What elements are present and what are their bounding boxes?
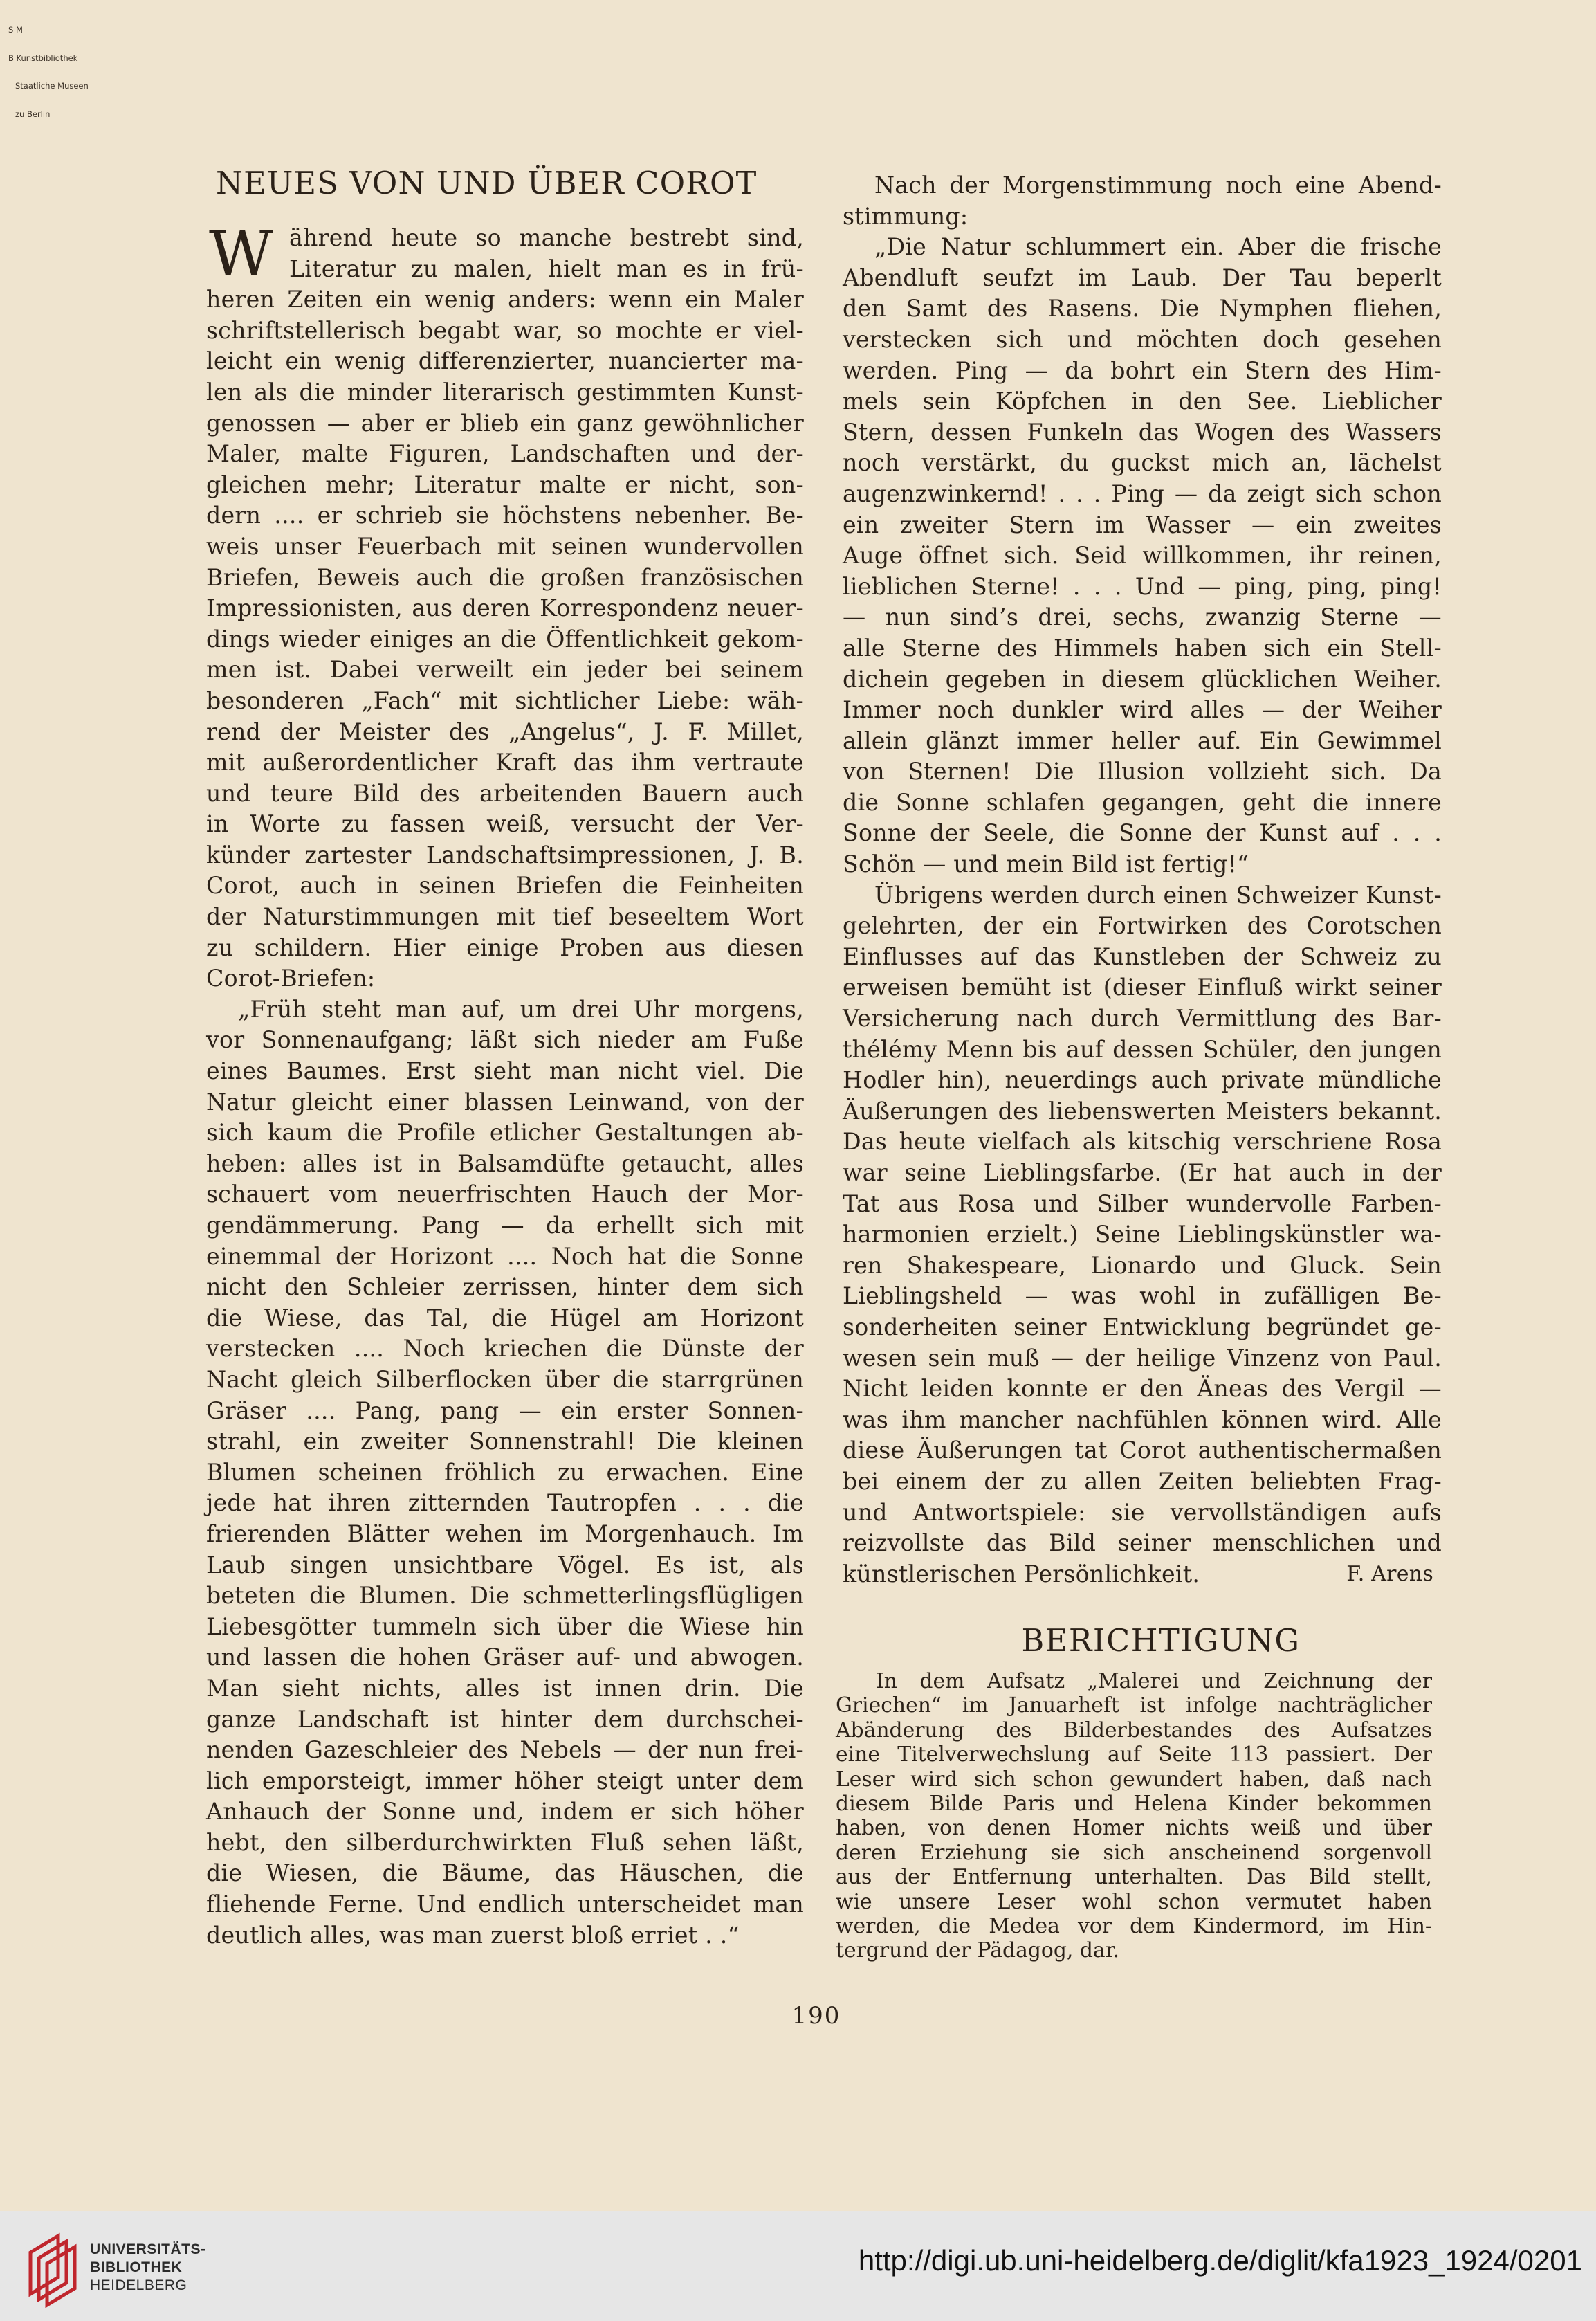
text-line: eines Baumes. Erst sieht man nicht viel. Die — [206, 1057, 804, 1085]
text-line: genossen — aber er blieb ein ganz gewöhnlicher — [206, 409, 804, 437]
text-line: weis unser Feuerbach mit seinen wundervollen — [206, 532, 804, 560]
text-line: Laub singen unsichtbare Vögel. Es ist, als — [206, 1551, 804, 1578]
text-line: lieblichen Sterne! . . . Und — ping, ping, ping! — [843, 572, 1442, 600]
text-line: Lieblingsheld — was wohl in zufälligen Be- — [843, 1282, 1442, 1310]
text-line: die Wiese, das Tal, die Hügel am Horizont — [206, 1304, 804, 1331]
text-line: rend der Meister des „Angelus“, J. F. Millet, — [206, 718, 804, 745]
text-line: in Worte zu fassen weiß, versucht der Ver- — [206, 810, 804, 838]
text-line: Schön — und mein Bild ist fertig!“ — [843, 850, 1249, 878]
text-line: dichein gegeben in diesem glücklichen Weiher. — [843, 665, 1442, 693]
text-line: verstecken sich und möchten doch gesehen — [843, 325, 1442, 353]
institution-line: BIBLIOTHEK — [90, 2259, 183, 2275]
correction-title: BERICHTIGUNG — [1021, 1623, 1301, 1659]
text-line: Leser wird sich schon gewundert haben, daß nach — [836, 1767, 1432, 1792]
text-line: In dem Aufsatz „Malerei und Zeichnung der — [876, 1669, 1432, 1693]
text-line: Sonne der Seele, die Sonne der Kunst auf . . . — [843, 819, 1442, 847]
text-line: mit außerordentlicher Kraft das ihm vertraute — [206, 749, 804, 776]
text-line: Tat aus Rosa und Silber wundervolle Farben- — [843, 1190, 1442, 1217]
text-line: hebt, den silberdurchwirkten Fluß sehen läßt, — [206, 1828, 804, 1856]
text-line: Stern, dessen Funkeln das Wogen des Wassers — [843, 418, 1442, 446]
text-line: die Sonne schlafen gegangen, geht die innere — [843, 788, 1442, 816]
text-line: ren Shakespeare, Lionardo und Gluck. Sein — [843, 1251, 1442, 1279]
text-line: deutlich alles, was man zuerst bloß erriet . .“ — [206, 1921, 740, 1949]
stamp-line: B Kunstbibliothek — [8, 53, 78, 63]
text-line: wesen sein muß — der heilige Vinzenz von Paul. — [843, 1344, 1442, 1372]
text-line: reizvollste das Bild seiner menschlichen und — [843, 1529, 1442, 1557]
drop-cap: W — [209, 218, 273, 291]
text-line: mels sein Köpfchen in den See. Lieblicher — [843, 388, 1442, 415]
text-line: und lassen die hohen Gräser auf- und abwogen. — [206, 1644, 804, 1671]
stamp-line: S M — [8, 25, 23, 35]
text-line: Maler, malte Figuren, Landschaften und der- — [206, 440, 804, 468]
stamp-line: Staatliche Museen — [15, 81, 89, 91]
text-line: thélémy Menn bis auf dessen Schüler, den jungen — [843, 1035, 1442, 1063]
text-line: Einflusses auf das Kunstleben der Schweiz zu — [843, 943, 1442, 970]
permalink-url[interactable]: http://digi.ub.uni-heidelberg.de/diglit/kfa1923_1924/0201 — [858, 2244, 1582, 2277]
text-line: der Naturstimmungen mit tief beseeltem Wort — [206, 903, 804, 931]
viewer-footer — [0, 2211, 1596, 2321]
text-line: gleichen mehr; Literatur malte er nicht, son- — [206, 471, 804, 498]
text-line: und Antwortspiele: sie vervollständigen aufs — [843, 1498, 1442, 1526]
text-line: harmonien erzielt.) Seine Lieblingskünstler wa- — [843, 1221, 1442, 1248]
text-line: Briefen, Beweis auch die großen französischen — [206, 563, 804, 591]
text-line: künder zartester Landschaftsimpressionen, J. B. — [206, 841, 804, 868]
text-line: nicht den Schleier zerrissen, hinter dem sich — [206, 1273, 804, 1301]
stamp-line: zu Berlin — [15, 109, 51, 119]
text-line: wie unsere Leser wohl schon vermutet haben — [836, 1889, 1432, 1914]
text-line: Griechen“ im Januarheft ist infolge nachträglicher — [836, 1693, 1432, 1718]
text-line: dings wieder einiges an die Öffentlichkeit gekom- — [206, 625, 804, 653]
text-line: ährend heute so manche bestrebt sind, — [289, 224, 804, 251]
text-line: war seine Lieblingsfarbe. (Er hat auch in der — [843, 1159, 1442, 1186]
text-line: deren Erziehung sie sich anscheinend sorgenvoll — [836, 1840, 1432, 1865]
text-line: den Samt des Rasens. Die Nymphen fliehen, — [843, 295, 1442, 322]
text-line: men ist. Dabei verweilt ein jeder bei seinem — [206, 656, 804, 684]
text-line: heren Zeiten ein wenig anders: wenn ein Maler — [206, 286, 804, 313]
text-line: werden. Ping — da bohrt ein Stern des Him- — [843, 356, 1442, 384]
text-line: Liebesgötter tummeln sich über die Wiese hin — [206, 1612, 804, 1640]
text-line: verstecken .... Noch kriechen die Dünste der — [206, 1335, 804, 1363]
text-line: künstlerischen Persönlichkeit. F. Arens — [843, 1559, 1442, 1590]
text-line: diesem Bilde Paris und Helena Kinder bekommen — [836, 1791, 1432, 1816]
text-line: lich emporsteigt, immer höher steigt unter dem — [206, 1767, 804, 1794]
text-line: besonderen „Fach“ mit sichtlicher Liebe: wäh- — [206, 686, 804, 714]
text-line: Corot, auch in seinen Briefen die Feinheiten — [206, 872, 804, 900]
text-line: zu schildern. Hier einige Proben aus diesen — [206, 934, 804, 961]
text-line: gendämmerung. Pang — da erhellt sich mit — [206, 1212, 804, 1239]
text-line: augenzwinkernd! . . . Ping — da zeigt sich schon — [843, 480, 1442, 507]
text-line: dern .... er schrieb sie höchstens nebenher. Be- — [206, 502, 804, 529]
article-right-column — [843, 170, 1442, 1590]
text-line: — nun sind’s drei, sechs, zwanzig Sterne — — [843, 603, 1442, 631]
text-line: Blumen scheinen fröhlich zu erwachen. Eine — [206, 1458, 804, 1486]
text-line: Abendluft seufzt im Laub. Der Tau beperlt — [843, 264, 1442, 291]
text-line: haben, von denen Homer nichts weiß und über — [836, 1816, 1432, 1841]
text-line: Abänderung des Bilderbestandes des Aufsatzes — [836, 1718, 1432, 1742]
text-line: Corot-Briefen: — [206, 965, 376, 992]
text-line: werden, die Medea vor dem Kindermord, im Hin- — [836, 1913, 1432, 1938]
text-line: fliehende Ferne. Und endlich unterscheidet man — [206, 1891, 804, 1918]
text-line: von Sternen! Die Illusion vollzieht sich. Da — [843, 758, 1442, 785]
text-line: „Früh steht man auf, um drei Uhr morgens, — [238, 995, 804, 1023]
text-line: heben: alles ist in Balsamdüfte getaucht, alles — [206, 1149, 804, 1177]
text-line: erweisen bemüht ist (dieser Einfluß wirkt seiner — [843, 974, 1442, 1001]
text-line: Versicherung nach durch Vermittlung des Bar- — [843, 1005, 1442, 1032]
text-line: nenden Gazeschleier des Nebels — der nun frei- — [206, 1736, 804, 1764]
text-line: „Die Natur schlummert ein. Aber die frische — [874, 233, 1442, 261]
text-line: Nicht leiden konnte er den Äneas des Vergil — — [843, 1375, 1442, 1403]
text-line: Nacht gleich Silberflocken über die starrgrünen — [206, 1365, 804, 1393]
text-line: Anhauch der Sonne und, indem er sich höher — [206, 1798, 804, 1826]
text-line: Äußerungen des liebenswerten Meisters bekannt. — [843, 1097, 1442, 1125]
text-line: vor Sonnenaufgang; läßt sich nieder am Fuße — [206, 1026, 804, 1054]
text-line: Hodler hin), neuerdings auch private mündliche — [843, 1066, 1442, 1094]
text-line: Übrigens werden durch einen Schweizer Kunst- — [874, 881, 1442, 909]
text-line: sonderheiten seiner Entwicklung begründet ge- — [843, 1313, 1442, 1340]
heidelberg-library-logo-icon[interactable] — [17, 2225, 83, 2308]
text-line: Immer noch dunkler wird alles — der Weiher — [843, 696, 1442, 724]
text-line: gelehrten, der ein Fortwirken des Corotschen — [843, 912, 1442, 940]
text-line: Man sieht nichts, alles ist innen drin. Die — [206, 1674, 804, 1702]
text-line: beteten die Blumen. Die schmetterlingsflügligen — [206, 1582, 804, 1610]
text-line: tergrund der Pädagog, dar. — [836, 1938, 1120, 1963]
text-line: und teure Bild des arbeitenden Bauern auch — [206, 779, 804, 807]
text-line: schauert vom neuerfrischten Hauch der Mor- — [206, 1181, 804, 1208]
article-title: NEUES VON UND ÜBER COROT — [216, 166, 758, 201]
text-line: Impressionisten, aus deren Korrespondenz neuer- — [206, 594, 804, 622]
text-line: Nach der Morgenstimmung noch eine Abend- — [874, 172, 1442, 199]
text-line: Das heute vielfach als kitschig verschriene Rosa — [843, 1128, 1442, 1156]
text-line: schriftstellerisch begabt war, so mochte er viel- — [206, 316, 804, 344]
text-line: leicht ein wenig differenzierter, nuancierter ma- — [206, 347, 804, 375]
text-line: Literatur zu malen, hielt man es in frü- — [289, 255, 804, 282]
text-line: bei einem der zu allen Zeiten beliebten Frag- — [843, 1467, 1442, 1495]
text-line: allein glänzt immer heller auf. Ein Gewimmel — [843, 727, 1442, 754]
text-line: sich kaum die Profile etlicher Gestaltungen ab- — [206, 1119, 804, 1147]
text-line: Gräser .... Pang, pang — ein erster Sonnen- — [206, 1396, 804, 1424]
text-line: die Wiesen, die Bäume, das Häuschen, die — [206, 1859, 804, 1887]
text-line: ein zweiter Stern im Wasser — ein zweites — [843, 511, 1442, 538]
text-line: alle Sterne des Himmels haben sich ein Stell- — [843, 634, 1442, 662]
text-line: diese Äußerungen tat Corot authentischermaßen — [843, 1437, 1442, 1464]
institution-line: HEIDELBERG — [90, 2277, 187, 2293]
text-line: len als die minder literarisch gestimmten Kunst- — [206, 378, 804, 406]
text-line: noch verstärkt, du guckst mich an, lächelst — [843, 449, 1442, 477]
text-line: Auge öffnet sich. Seid willkommen, ihr reinen, — [843, 542, 1442, 570]
library-stamp — [8, 7, 89, 138]
text-line: ganze Landschaft ist hinter dem durchschei- — [206, 1705, 804, 1733]
text-line: was ihm mancher nachfühlen können wird. Alle — [843, 1405, 1442, 1433]
text-line: einemmal der Horizont .... Noch hat die Sonne — [206, 1242, 804, 1270]
author-signature: F. Arens — [1346, 1561, 1433, 1586]
text-line: Natur gleicht einer blassen Leinwand, von der — [206, 1088, 804, 1116]
text-line: eine Titelverwechslung auf Seite 113 passiert. Der — [836, 1742, 1432, 1767]
institution-line: UNIVERSITÄTS- — [90, 2241, 206, 2257]
text-line: strahl, ein zweiter Sonnenstrahl! Die kleinen — [206, 1428, 804, 1455]
text-line: stimmung: — [843, 202, 969, 230]
article-left-column — [206, 218, 804, 1951]
correction-text — [836, 1669, 1432, 1963]
text-line: aus der Entfernung unterhalten. Das Bild stellt, — [836, 1865, 1432, 1890]
text-line: frierenden Blätter wehen im Morgenhauch. Im — [206, 1520, 804, 1547]
institution-name[interactable] — [90, 2241, 206, 2295]
text-line: jede hat ihren zitternden Tautropfen . . . die — [206, 1489, 804, 1517]
page-number: 190 — [791, 2002, 841, 2030]
